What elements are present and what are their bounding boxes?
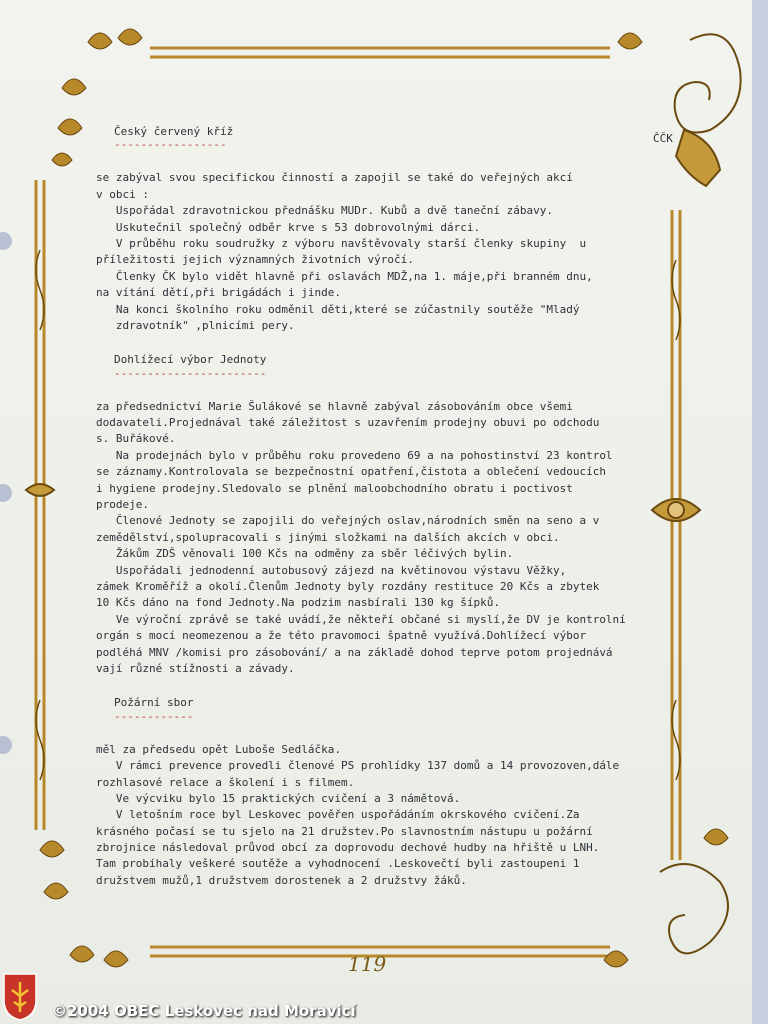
text-line: dodavateli.Projednával také záležitost s uzavřením prodejny obuvi po odchodu (96, 416, 600, 430)
text-line: orgán s mocí neomezenou a že této pravomoci špatně využívá.Dohlížecí výbor (96, 629, 587, 643)
watermark-footer (0, 996, 768, 1024)
text-line: příležitosti jejich významných životních výročí. (96, 253, 414, 267)
heading-underline: ------------ (114, 709, 194, 723)
corner-tag: ČČK (653, 132, 673, 145)
text-line: zbrojnice následoval průvod obcí za doprovodu dechové hudby na hřiště u LNH. (96, 841, 600, 855)
heading-underline: ----------------- (114, 138, 227, 152)
text-line: podléhá MNV /komisi pro zásobování/ a na základě dohod teprve potom projednává (96, 645, 613, 659)
text-line: Uskutečnil společný odběr krve s 53 dobrovolnými dárci. (96, 220, 481, 234)
section-czech-red-cross (96, 124, 644, 334)
text-line: krásného počasí se tu sjelo na 21 družstev.Po slavnostním nástupu u požární (96, 824, 593, 838)
text-line: Členky ČK bylo vidět hlavně při oslavách MDŽ,na 1. máje,při branném dnu, (96, 269, 593, 283)
text-line: V rámci prevence provedli členové PS prohlídky 137 domů a 14 provozoven,dále (96, 759, 620, 773)
text-line: měl za předsedu opět Luboše Sedláčka. (96, 742, 342, 756)
text-line: i hygiene prodejny.Sledovalo se plnění maloobchodního obratu i poctivost (96, 481, 573, 495)
heading-underline: ----------------------- (114, 366, 267, 380)
text-line: Uspořádal zdravotnickou přednášku MUDr. Kubů a dvě taneční zábavy. (96, 204, 553, 218)
text-line: zemědělství,spolupracovali s jinými složkami na dalších akcích v obci. (96, 530, 560, 544)
text-line: Žákům ZDŠ věnovali 100 Kčs na odměny za sběr léčivých bylin. (96, 547, 514, 561)
text-line: se zabýval svou specifickou činností a zapojil se také do veřejných akcí (96, 171, 573, 185)
section-heading: Český červený kříž (114, 125, 234, 138)
text-line: Na konci školního roku odměnil děti,které se zúčastnily soutěže "Mladý (96, 302, 580, 316)
text-line: za předsednictví Marie Šulákové se hlavně zabýval zásobováním obce všemi (96, 399, 573, 413)
text-line: prodeje. (96, 498, 149, 512)
text-line: V průběhu roku soudružky z výboru navštěvovaly starší členky skupiny u (96, 236, 587, 250)
text-line: v obci : (96, 187, 149, 201)
text-line: Ve výroční zprávě se také uvádí,že někteří občané si myslí,že DV je kontrolní (96, 612, 626, 626)
text-line: zdravotník" ,plnicími pery. (96, 318, 295, 332)
text-line: vají různé stížnosti a závady. (96, 661, 295, 675)
section-heading: Požární sbor (114, 696, 194, 710)
text-line: Na prodejnách bylo v průběhu roku provedeno 69 a na pohostinství 23 kontrol (96, 448, 613, 462)
text-line: se záznamy.Kontrolovala se bezpečnostní opatření,čistota a oblečení vedoucích (96, 465, 606, 479)
text-line: Ve výcviku bylo 15 praktických cvičení a 3 námětová. (96, 791, 461, 805)
copyright-text: ©2004 OBEC Leskovec nad Moravicí (52, 1002, 356, 1020)
text-line: 10 Kčs dáno na fond Jednoty.Na podzim nasbírali 130 kg šípků. (96, 596, 500, 610)
section-heading: Dohlížecí výbor Jednoty (114, 353, 267, 367)
text-line: zámek Kroměříž a okolí.Členům Jednoty byly rozdány restituce 20 Kčs a zbytek (96, 579, 600, 593)
text-line: Tam probíhaly veškeré soutěže a vyhodnocení .Leskovečtí byli zastoupeni 1 (96, 857, 580, 871)
text-line: V letošním roce byl Leskovec pověřen uspořádáním okrskového cvičení.Za (96, 808, 580, 822)
section-supervisory-committee (96, 352, 644, 677)
text-line: Uspořádali jednodenní autobusový zájezd na květinovou výstavu Věžky, (96, 563, 567, 577)
text-line: s. Buřákové. (96, 432, 176, 446)
page-number: 119 (348, 952, 387, 976)
section-fire-brigade (96, 695, 644, 889)
text-line: družstvem mužů,1 družstvem dorostenek a 2 družstvy žáků. (96, 873, 467, 887)
text-line: rozhlasové relace a školení i s filmem. (96, 775, 355, 789)
text-line: Členové Jednoty se zapojili do veřejných oslav,národních směn na seno a v (96, 514, 600, 528)
typed-text-body (96, 124, 644, 889)
text-line: na vítání dětí,při brigádách i jinde. (96, 286, 342, 300)
